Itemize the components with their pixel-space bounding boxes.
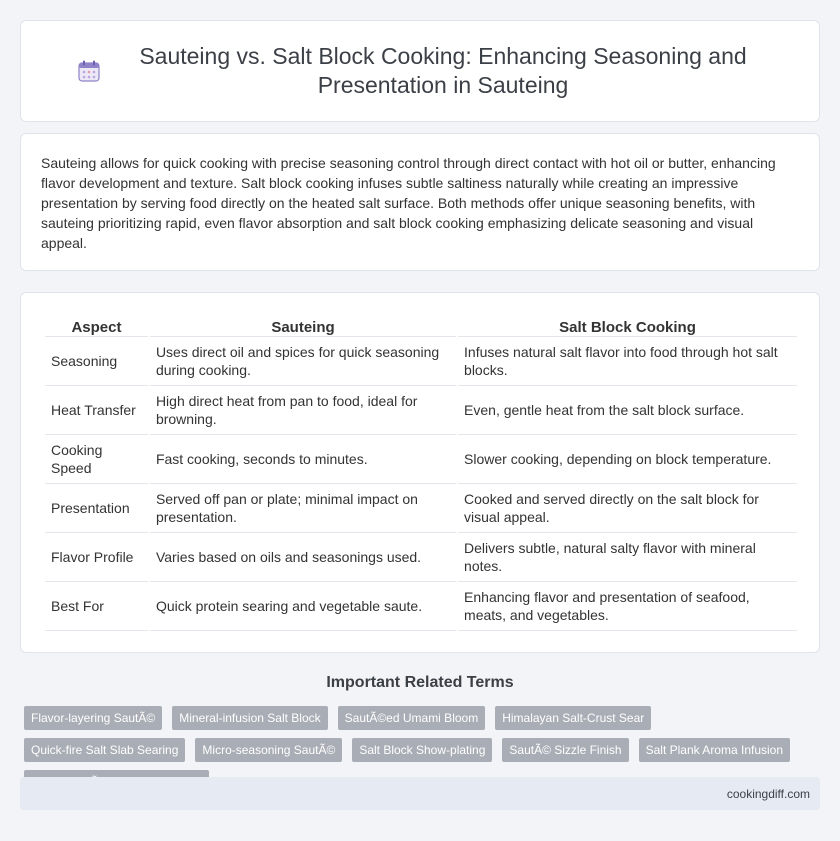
cell-aspect: Heat Transfer (45, 386, 148, 435)
cell-salt-block: Even, gentle heat from the salt block surface. (458, 386, 797, 435)
calendar-icon (77, 59, 101, 83)
cell-sauteing: Fast cooking, seconds to minutes. (150, 435, 456, 484)
cell-salt-block: Slower cooking, depending on block temperature. (458, 435, 797, 484)
related-term-tag[interactable]: SautÃ©ed Umami Bloom (338, 706, 486, 730)
related-term-tag[interactable]: Salt Block Show-plating (352, 738, 492, 762)
intro-paragraph: Sauteing allows for quick cooking with precise seasoning control through direct contact with hot oil or butter, enhancing flavor development and texture. Salt block cooking infuses subtle saltiness naturally while creating an impressive presentation by serving food directly on the heated salt surface. Both methods offer unique seasoning benefits, with sauteing prioritizing rapid, even flavor absorption and salt block cooking emphasizing delicate seasoning and visual appeal. (41, 155, 776, 251)
cell-salt-block: Enhancing flavor and presentation of seafood, meats, and vegetables. (458, 582, 797, 631)
cell-sauteing: Quick protein searing and vegetable saute. (150, 582, 456, 631)
cell-salt-block: Infuses natural salt flavor into food through hot salt blocks. (458, 337, 797, 386)
cell-sauteing: High direct heat from pan to food, ideal for browning. (150, 386, 456, 435)
related-term-tag[interactable]: SautÃ© Sizzle Finish (502, 738, 628, 762)
table-row (45, 484, 797, 533)
cell-sauteing: Varies based on oils and seasonings used. (150, 533, 456, 582)
cell-aspect: Flavor Profile (45, 533, 148, 582)
table-row (45, 435, 797, 484)
header-aspect: Aspect (45, 313, 148, 337)
comparison-table-card (20, 292, 820, 653)
table-header-row (45, 313, 797, 337)
cell-salt-block: Cooked and served directly on the salt block for visual appeal. (458, 484, 797, 533)
intro-card (20, 133, 820, 271)
table-row (45, 386, 797, 435)
cell-sauteing: Served off pan or plate; minimal impact on presentation. (150, 484, 456, 533)
table-row (45, 582, 797, 631)
table-row (45, 533, 797, 582)
page-title: Sauteing vs. Salt Block Cooking: Enhancing Seasoning and Presentation in Sauteing (139, 43, 747, 98)
related-term-tag[interactable]: Quick-fire Salt Slab Searing (24, 738, 185, 762)
related-term-tag[interactable]: Mineral-infusion Salt Block (172, 706, 327, 730)
cell-aspect: Seasoning (45, 337, 148, 386)
related-term-tag[interactable]: Flavor-layering SautÃ© (24, 706, 162, 730)
table-row (45, 337, 797, 386)
related-terms-title: Important Related Terms (326, 674, 514, 691)
related-term-tag[interactable]: Himalayan Salt-Crust Sear (495, 706, 651, 730)
related-term-tag[interactable]: Micro-seasoning SautÃ© (195, 738, 342, 762)
cell-aspect: Presentation (45, 484, 148, 533)
cell-aspect: Cooking Speed (45, 435, 148, 484)
footer (20, 777, 820, 810)
cell-salt-block: Delivers subtle, natural salty flavor with mineral notes. (458, 533, 797, 582)
header-salt-block: Salt Block Cooking (458, 313, 797, 337)
header-card (20, 20, 820, 122)
footer-site-link[interactable]: cookingdiff.com (726, 786, 810, 801)
comparison-table (43, 313, 799, 631)
cell-aspect: Best For (45, 582, 148, 631)
cell-sauteing: Uses direct oil and spices for quick seasoning during cooking. (150, 337, 456, 386)
header-sauteing: Sauteing (150, 313, 456, 337)
related-term-tag[interactable]: Salt Plank Aroma Infusion (639, 738, 790, 762)
